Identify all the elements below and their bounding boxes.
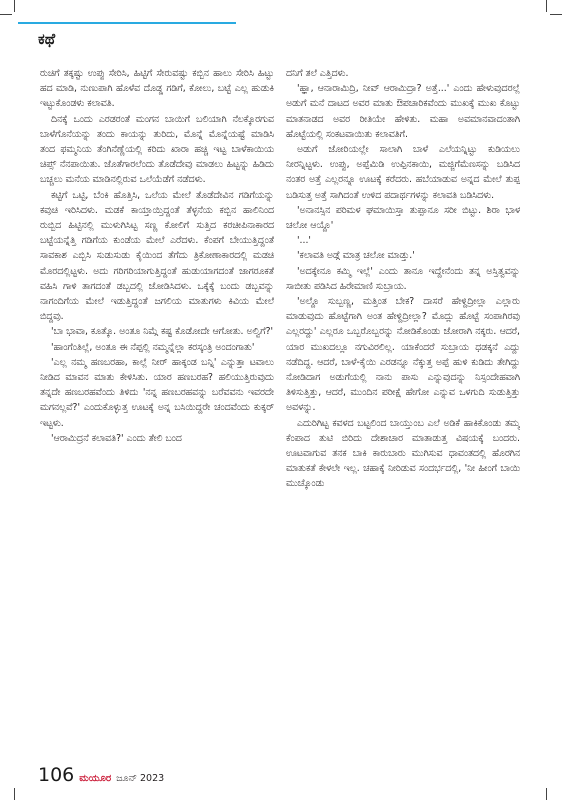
right-column: [286, 66, 520, 752]
paragraph: '...': [297, 235, 311, 247]
magazine-logo: ಮಯೂರ: [79, 773, 112, 784]
crop-mark-top: [546, 0, 547, 12]
header-rule: [18, 22, 236, 24]
paragraph: ಅಡುಗೆ ಜೋರಿಯಲ್ಲೇ ಸಾಲಾಗಿ ಬಾಳೆ ಎಲೆಯನ್ನಿಟ್ಟು ಕುಡಿಯಲು ನೀರನ್ನಿಟ್ಟಳು. ಉಪ್ಪು, ಅಪ್ಪೆಮಿಡಿ ಉಪ್ಪಿನಕಾಯಿ, ಮಜ್ಜಿಗೆಮೆಣಸನ್ನು ಬಡಿಸಿದ ನಂತರ ಅತ್ತೆ ಎಲ್ಲರನ್ನೂ ಊಟಕ್ಕೆ ಕರೆದರು. ಹಬೆಯಾಡುವ ಅನ್ನದ ಮೇಲೆ ತುಪ್ಪ ಬಡಿಸುತ್ತ ಅತ್ತೆ ಸಾಗಿದಂತೆ ಉಳಿದ ಪದಾರ್ಥಗಳನ್ನು ಕಲಾವತಿ ಬಡಿಸಿದಳು.: [286, 144, 520, 201]
crop-mark-top: [14, 0, 15, 12]
paragraph: 'ಕಲಾವತಿ ಅಡ್ಗೆ ಮಾತ್ರ ಚಲೋ ಮಾಡ್ತು.': [297, 250, 415, 262]
issue-date: ಜೂನ್ 2023: [116, 773, 165, 784]
crop-mark-bottom: [546, 788, 547, 800]
crop-mark-right: [550, 14, 562, 15]
paragraph: 'ಅದಕ್ಕೇನೂ ಕಮ್ಮಿ ಇಲ್ಲೆ' ಎಂದು ತಾನೂ ಇದ್ದೇನೆಂದು ತನ್ನ ಅಸ್ತಿತ್ವವನ್ನು ಸಾಬೀತು ಪಡಿಸಿದ ಹಿರೇಮಾಣಿ ಸುಬ್ರಾಯ.: [286, 265, 520, 292]
paragraph: ಎದುರಿಗಿಟ್ಟ ಕವಳದ ಬಟ್ಟಲಿಂದ ಬಾಯ್ತುಂಬ ಎಲೆ ಅಡಿಕೆ ಹಾಕಿಕೊಂಡು ತಮ್ಮ ಕೆಂಪಾದ ತುಟಿ ಬಿರಿದು ದೇಶಾಚಾರ ಮಾತಾಡುತ್ತ ವಿಷಯಕ್ಕೆ ಬಂದರು. ಊಟವಾಗುವ ತನಕ ಬಾಕಿ ಕಾರುಬಾರು ಮುಗಿಸುವ ಧಾವಂತದಲ್ಲಿ ಹೊರಗಿನ ಮಾತುಕತೆ ಕೇಳಲೇ ಇಲ್ಲ. ಚಹಾಕ್ಕೆ ನೀರಿಡುವ ಸಂದರ್ಭದಲ್ಲಿ, 'ನೀ ಹೀಂಗೆ ಬಾಯಿ ಮುಚ್ಕೊಂಡು: [286, 417, 520, 490]
left-column: [40, 66, 274, 752]
paragraph: 'ಆರಾಮಿದ್ರನೆ ಕಲಾವತಿ?' ಎಂದು ತೇಲಿ ಬಂದ: [51, 432, 182, 444]
paragraph: 'ಬಾ ಭಾವಾ, ಕೂತ್ಕೊ. ಅಂತೂ ನಿಮ್ಗೆ ಕಷ್ಟ ಕೊಡೋದೇ ಆಗೋತು. ಅಲ್ವಿಗೆ?': [51, 326, 274, 338]
page-number: 106: [38, 764, 75, 786]
crop-mark-bottom: [14, 788, 15, 800]
paragraph: ರುಚಿಗೆ ತಕ್ಕಷ್ಟು ಉಪ್ಪು ಸೇರಿಸಿ, ಹಿಟ್ಟಿಗೆ ಸೇರುವಷ್ಟು ಕಬ್ಬಿನ ಹಾಲು ಸೇರಿಸಿ ಹಿಟ್ಟು ಹದ ಮಾಡಿ, ನುಣುಪಾಗಿ ಹೊಳೆವ ದೊಡ್ಡ ಗಡಿಗೆ, ಕೋಲು, ಬಟ್ಟೆ ಎಲ್ಲ ಹುಡುಕಿ ಇಟ್ಟುಕೊಂಡಳು ಕಲಾವತಿ.: [40, 68, 274, 110]
crop-mark-left: [0, 14, 12, 15]
paragraph: ದಿನಕ್ಕೆ ಒಂದು ಎರಡರಂತೆ ಮಂಗನ ಬಾಯಿಗೆ ಬಲಿಯಾಗಿ ನೆಲಕ್ಕೊರಗುವ ಬಾಳೆಗೊನೆಯನ್ನು ತಂದು ಕಾಯನ್ನು ತುರಿದು, ಮೊನ್ನೆ ಮೊನ್ನೆಯಷ್ಟೆ ಮಾಡಿಸಿ ತಂದ ಫಮ್ಮನಿಯ ತೆಂಗಿನೆಣ್ಣೆಯಲ್ಲಿ ಕರಿದು ಖಾರಾ ಹಚ್ಚಿ ಇಟ್ಟ ಬಾಳೆಕಾಯಿಯ ಚಿಪ್ಸ್ ನೆನಪಾಯಿತು. ಜೊತೆಗಾರಲೆಂದು ತೊಡೆದೇವು ಮಾಡಲು ಹಿಟ್ಟನ್ನು ಹಿಡಿದು ಬಚ್ಚಲು ಮನೆಯ ಮಾಡಿನಲ್ಲಿರುವ ಒಲೆಯೆಡೆಗೆ ನಡೆದಳು.: [40, 113, 274, 186]
paragraph: 'ಎಲ್ಲ ನಮ್ಮ ಹಣಬರಹಾ, ಕಾಲ್ಲೆ ನೀರ್ ಹಾಕ್ಕಂಡ ಬನ್ನಿ' ಎನ್ನುತ್ತಾ ಟವಾಲು ನೀಡಿದ ಮಾವನ ಮಾತು ಕೇಳಿಸಿತು. ಯಾರ ಹಣಬರಹ? ಹಲಿಯುತ್ತಿರುವುದು ತನ್ನದೇ ಹಣಬರಹವೆಂದು ತಿಳಿದು 'ನನ್ನ ಹಣಬರಹವನ್ನು ಬರೆವವನು ಇವರದೇ ಮಗನಲ್ಲವೆ?' ಎಂದುಕೊಳ್ಳುತ್ತ ಊಟಕ್ಕೆ ಅನ್ನ ಬಸಿಯಿದ್ದರೇ ಚಂದವೆಂದು ಕುಕ್ಕರ್ ಇಟ್ಟಳು.: [40, 356, 274, 429]
paragraph: 'ಹಾಂಗೆಂತಿಲ್ಲೆ, ಅಂತೂ ಈ ನೆಪ್ಪಲ್ಲಿ ನಮ್ಮನ್ನೆಲ್ಲಾ ಕರಸ್ಕಂತ್ರಿ ಅಂದಂಗಾತು': [51, 341, 255, 353]
paragraph: ದನಿಗೆ ತಲೆ ಎತ್ತಿದಳು.: [286, 68, 349, 79]
page-footer: [38, 764, 164, 786]
paragraph: 'ಹ್ಞಾ, ಆನಾರಾಮಿದ್ರಿ, ನೀವ್ ಆರಾಮಿದ್ರಾ? ಅತ್ತೆ...' ಎಂದು ಹೇಳುವುದರಲ್ಲೆ ಅಡುಗೆ ಮನೆ ದಾಟದ ಅವರ ಮಾತು ಔಪಚಾರಿಕವೆಂದು ಮುಖಕ್ಕೆ ಮುಖ ಕೊಟ್ಟು ಮಾತನಾಡದ ಅವರ ರೀತಿಯೇ ಹೇಳಿತು. ಮಹಾ ಅವಮಾನವಾದಂತಾಗಿ ಹೊಟ್ಟೆಯಲ್ಲಿ ಸಂಕಟವಾಯಿತು ಕಲಾವತಿಗೆ.: [286, 83, 520, 140]
paragraph: 'ಅಲ್ದೊ ಸುಬ್ಬಣ್ಣ, ಮತ್ತಿಂತ ಬೇಕ? ದಾಸರೆ ಹೇಳ್ದಿದ್ರೀಲ್ಲಾ ಎಲ್ಲಾರು ಮಾಡುವುದು ಹೊಟ್ಟೆಗಾಗಿ ಅಂತ ಹೇಳ್ದಿದ್ರೀಲ್ಲಾ? ಮೊದ್ಲು ಹೊಟ್ಟೆ ಸಂಪಾಗಿರವು ಎಲ್ಲರದ್ದು' ಎಲ್ಲರೂ ಒಬ್ಬರೊಬ್ಬರನ್ನು ನೋಡಿಕೊಂಡು ಜೋರಾಗಿ ನಕ್ಕರು. ಆದರೆ, ಯಾರ ಮುಖದಲ್ಲೂ ನಗುವಿರಲಿಲ್ಲ. ಯಾಕೆಂದರೆ ಸುಬ್ರಾಯ ಧಡಕ್ಕನೆ ಎದ್ದು ನಡೆದಿದ್ದ. ಆದರೆ, ಬಾಳೆ-ಕೈಯಿ ಎರಡನ್ನೂ ನೆಕ್ಕುತ್ತ ಅಪ್ಪೆ ಹುಳಿ ಕುಡಿದು ತೇಗಿದ್ದು ನೋಡಿದಾಗ ಅಡುಗೆಯಲ್ಲಿ ನಾನು ಪಾಸು ಎನ್ನುವುದನ್ನು ನಿಸ್ಸಂದೇಹವಾಗಿ ತಿಳಿಸುತ್ತಿತ್ತು, ಆದರೆ, ಮುಂದಿನ ಪರೀಕ್ಷೆ ಹೇಗೋ ಎನ್ನುವ ಒಳಗುದಿ ಸುಡುತ್ತಿತ್ತು ಅವಳನ್ನು.: [286, 296, 520, 414]
section-title: ಕಥೆ: [38, 30, 56, 48]
paragraph: 'ಅನಾನಸ್ಸಿನ ಪರಿಮಳ ಘಮಾಯಿಸ್ತಾ ತುಪ್ಪಾನೂ ಸರೀ ಬಿಟ್ಟು. ಶಿರಾ ಭಾಳ ಚಲೋ ಆಯ್ದೊ': [286, 204, 520, 232]
paragraph: ಕಟ್ಟಿಗೆ ಒಟ್ಟಿ, ಬೆಂಕಿ ಹೊತ್ತಿಸಿ, ಒಲೆಯ ಮೇಲೆ ತೊಡೆದೇವಿನ ಗಡಿಗೆಯನ್ನು ಕವುಚಿ ಇರಿಸಿದಳು. ಮಡಕೆ ಕಾಯ್ತಾಯ್ತಿದ್ದಂತೆ ತೆಳ್ಳನೆಯ ಕಬ್ಬಿನ ಹಾಲಿನಿಂದ ರುಬ್ಬಿದ ಹಿಟ್ಟಿನಲ್ಲಿ ಮುಳುಗಿಸಿಟ್ಟ ಸಣ್ಣ ಕೋಲಿಗೆ ಸುತ್ತಿದ ಕರಚೀಪಿನಾಕಾರದ ಬಟ್ಟೆಯನ್ನೆತ್ತಿ ಗಡಿಗೆಯ ಕುಂಡೆಯ ಮೇಲೆ ಎರೆದಳು. ಕೆಂಪಗೆ ಬೇಯುತ್ತಿದ್ದಂತೆ ಸಾವಕಾಶ ಎಬ್ಬಿಸಿ ಸುಡುಸುಡು ಕೈಯಿಂದ ತೆಗೆದು ತ್ರಿಕೋಣಾಕಾರದಲ್ಲಿ ಮಡಚಿ ಮೊರದಲ್ಲಿಟ್ಟಳು. ಅದು ಗರಿಗರಿಯಾಗುತ್ತಿದ್ದಂತೆ ಹುಡುಯಾಗದಂತೆ ಜಾಗರೂಕತೆ ವಹಿಸಿ ಗಾಳಿ ತಾಗದಂತೆ ಡಬ್ಬದಲ್ಲಿ ಜೋಡಿಸಿದಳು. ಒಕ್ಕೆಕ್ಕೆ ಬಂದು ಡಬ್ಬವನ್ನು ನಾಗಂದಿಗೆಯ ಮೇಲೆ ಇಡುತ್ತಿದ್ದಂತೆ ಜಗಲಿಯ ಮಾತುಗಳು ಕಿವಿಯ ಮೇಲೆ ಬಿದ್ದವು.: [40, 189, 274, 323]
